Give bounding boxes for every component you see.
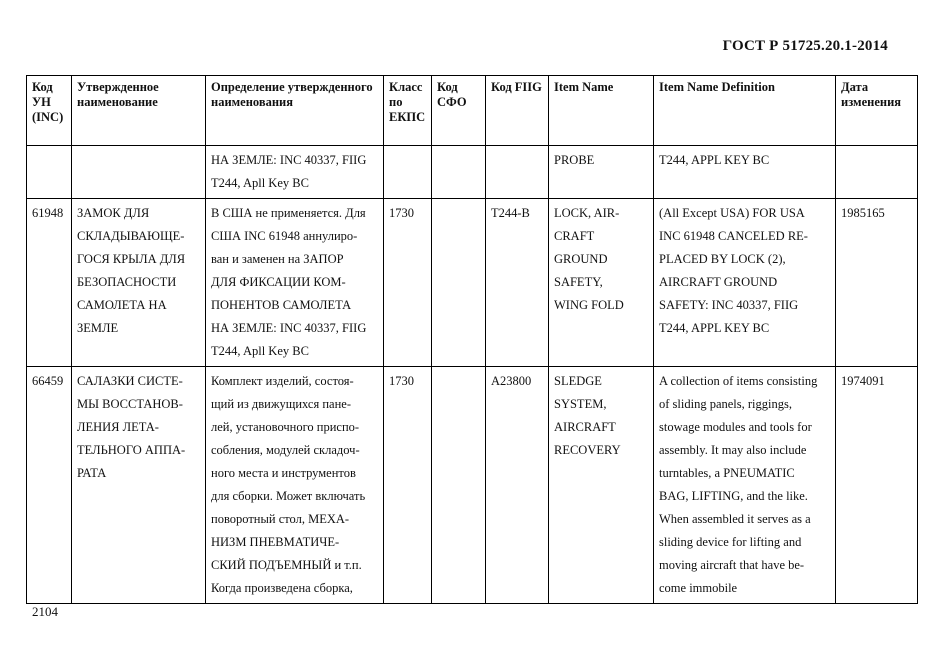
table-row bbox=[27, 146, 918, 199]
cell-fiig: T244-B bbox=[486, 199, 549, 367]
cell-approved-name bbox=[72, 146, 206, 199]
data-table bbox=[26, 75, 918, 604]
cell-fiig bbox=[486, 146, 549, 199]
table-row bbox=[27, 199, 918, 367]
cell-class: 1730 bbox=[384, 199, 432, 367]
col-header-approved-name: Утвержденное наименование bbox=[72, 76, 206, 146]
cell-item-name: SLEDGE SYSTEM, AIRCRAFT RECOVERY bbox=[549, 367, 654, 604]
cell-class: 1730 bbox=[384, 367, 432, 604]
table-row bbox=[27, 367, 918, 604]
cell-item-name: PROBE bbox=[549, 146, 654, 199]
cell-approved-name: ЗАМОК ДЛЯ СКЛАДЫВАЮЩЕ- ГОСЯ КРЫЛА ДЛЯ БЕЗОПАСНОСТИ САМОЛЕТА НА ЗЕМЛЕ bbox=[72, 199, 206, 367]
cell-definition-ru: Комплект изделий, состоя- щий из движущихся пане- лей, установочного приспо- собления, модулей складоч- ного места и инструментов для сборки. Может включать поворотный стол, МЕХА- НИЗМ ПНЕВМАТИЧЕ- СКИЙ ПОДЪЕМНЫЙ и т.п. Когда произведена сборка, bbox=[206, 367, 384, 604]
document-title: ГОСТ Р 51725.20.1-2014 bbox=[722, 38, 888, 54]
cell-sfo bbox=[432, 367, 486, 604]
cell-definition-ru: НА ЗЕМЛЕ: INC 40337, FIIG T244, Apll Key BC bbox=[206, 146, 384, 199]
cell-date bbox=[836, 146, 918, 199]
cell-sfo bbox=[432, 199, 486, 367]
cell-inc bbox=[27, 146, 72, 199]
cell-class bbox=[384, 146, 432, 199]
cell-date: 1985165 bbox=[836, 199, 918, 367]
col-header-item-name: Item Name bbox=[549, 76, 654, 146]
cell-inc: 61948 bbox=[27, 199, 72, 367]
cell-fiig: A23800 bbox=[486, 367, 549, 604]
cell-inc: 66459 bbox=[27, 367, 72, 604]
cell-definition-en: A collection of items consisting of sliding panels, riggings, stowage modules and tools for assembly. It may also include turntables, a PNEUMATIC BAG, LIFTING, and the like. When assembled it serves as a sliding device for lifting and moving aircraft that have be- come immobile bbox=[654, 367, 836, 604]
cell-sfo bbox=[432, 146, 486, 199]
table-header-row bbox=[27, 76, 918, 146]
cell-definition-en: T244, APPL KEY BC bbox=[654, 146, 836, 199]
cell-definition-ru: В США не применяется. Для США INC 61948 аннулиро- ван и заменен на ЗАПОР ДЛЯ ФИКСАЦИИ КОМ- ПОНЕНТОВ САМОЛЕТА НА ЗЕМЛЕ: INC 40337, FIIG T244, Apll Key BC bbox=[206, 199, 384, 367]
cell-item-name: LOCK, AIR- CRAFT GROUND SAFETY, WING FOLD bbox=[549, 199, 654, 367]
cell-date: 1974091 bbox=[836, 367, 918, 604]
col-header-date: Дата изменения bbox=[836, 76, 918, 146]
col-header-sfo: Код СФО bbox=[432, 76, 486, 146]
cell-definition-en: (All Except USA) FOR USA INC 61948 CANCELED RE- PLACED BY LOCK (2), AIRCRAFT GROUND SAFETY: INC 40337, FIIG T244, APPL KEY BC bbox=[654, 199, 836, 367]
col-header-definition-en: Item Name Definition bbox=[654, 76, 836, 146]
col-header-class: Класс по ЕКПС bbox=[384, 76, 432, 146]
col-header-inc: Код УН (INC) bbox=[27, 76, 72, 146]
col-header-definition-ru: Определение утвержденного наименования bbox=[206, 76, 384, 146]
col-header-fiig: Код FIIG bbox=[486, 76, 549, 146]
page-number: 2104 bbox=[32, 604, 58, 619]
cell-approved-name: САЛАЗКИ СИСТЕ- МЫ ВОССТАНОВ- ЛЕНИЯ ЛЕТА- ТЕЛЬНОГО АППА- РАТА bbox=[72, 367, 206, 604]
